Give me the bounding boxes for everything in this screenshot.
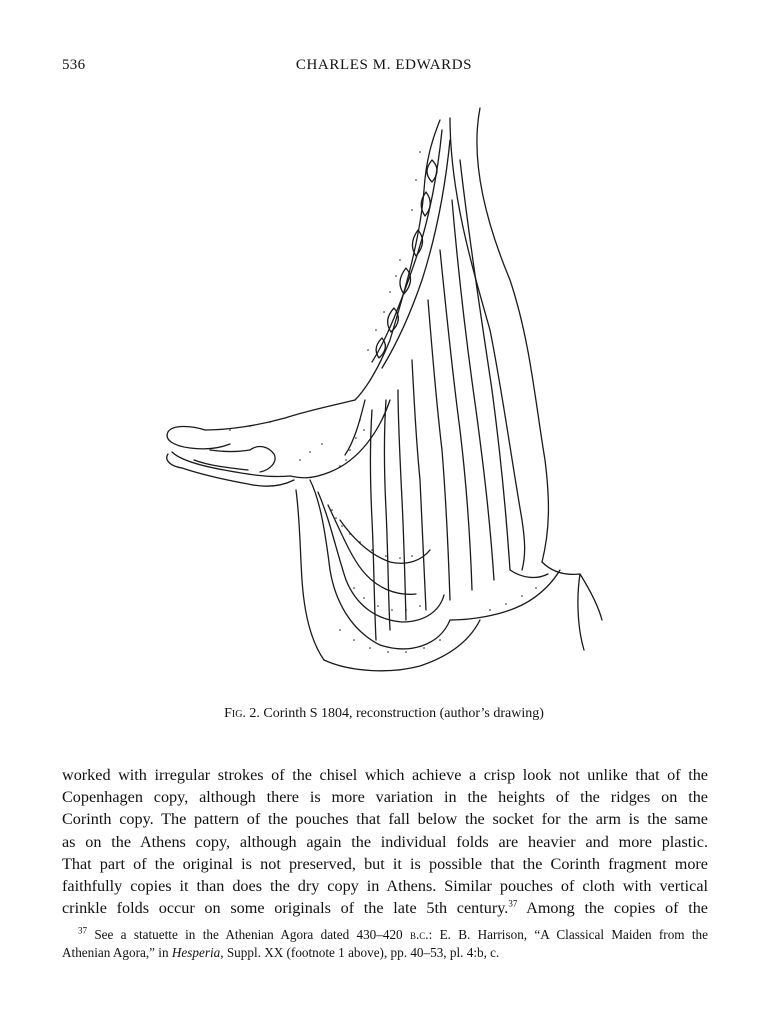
running-head: CHARLES M. EDWARDS — [295, 57, 473, 73]
figure-caption — [0, 706, 768, 722]
body-line: That part of the original is not preserved, but it is possible that the Corinth fragment more — [62, 854, 708, 873]
footnote-text: See a statuette in the Athenian Agora dated 430–420 — [87, 927, 410, 942]
body-line: as on the Athens copy, although again the individual folds are heavier and more plastic. — [62, 832, 708, 851]
footnote-text: : E. B. Harrison, “A Classical Maiden from the — [428, 927, 708, 942]
drapery-front-contour — [355, 120, 440, 400]
footnote-text: , Suppl. XX (footnote 1 above), pp. 40–53, pl. 4:b, c. — [220, 945, 500, 960]
body-line-last-after: Among the copies of the — [517, 899, 708, 918]
figure-drawing — [150, 100, 610, 680]
footnote-bc: b.c. — [409, 927, 429, 942]
body-line: faithfully copies it than does the dry copy in Athens. Similar pouches of cloth with vertical — [62, 876, 708, 895]
footnote-number: 37 — [78, 925, 87, 936]
body-paragraph — [62, 764, 708, 919]
vertical-folds — [371, 160, 511, 640]
footnote-journal: Hesperia — [171, 945, 221, 960]
hand — [167, 426, 294, 486]
sleeve-upper — [205, 400, 355, 430]
body-line: Corinth copy. The pattern of the pouches that fall below the socket for the arm is the same — [62, 810, 708, 829]
body-line-last-before: crinkle folds occur on some originals of the late 5th century. — [62, 899, 509, 918]
footnote-reference: 37 — [508, 898, 518, 909]
footnote — [62, 926, 708, 962]
page-number: 536 — [62, 57, 86, 73]
footnote-line — [62, 944, 708, 962]
footnote-line — [62, 926, 708, 944]
body-line: worked with irregular strokes of the chisel which achieve a crisp look not unlike that of the — [62, 766, 708, 784]
body-line-last — [62, 897, 708, 919]
footnote-text: Athenian Agora,” in — [62, 945, 172, 960]
drapery-back-contour — [477, 108, 549, 562]
figure-caption-text: Corinth S 1804, reconstruction (author’s drawing) — [263, 706, 544, 721]
body-line: Copenhagen copy, although there is more variation in the heights of the ridges on the — [62, 788, 708, 807]
figure-label: Fig. 2. — [224, 706, 260, 721]
